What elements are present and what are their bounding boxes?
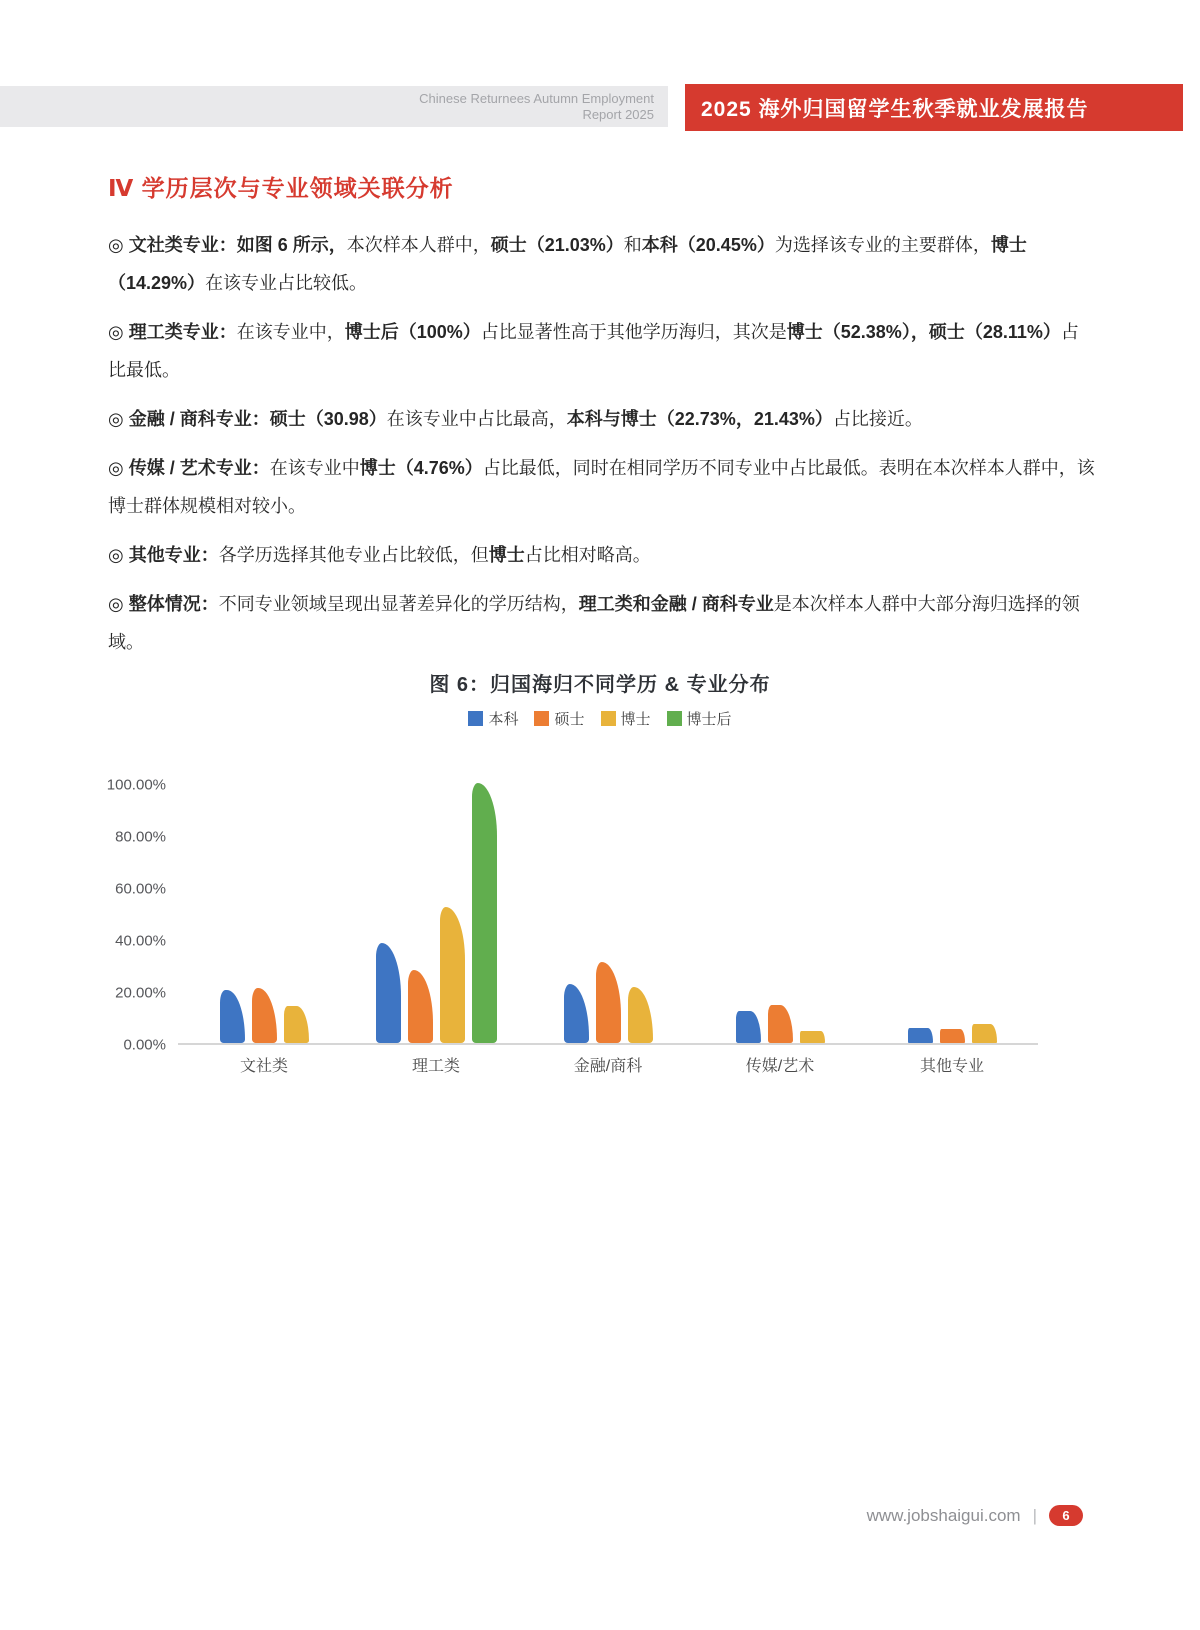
footer	[867, 1505, 1083, 1526]
bullet-text: 本次样本人群中，	[346, 235, 491, 255]
legend-label: 硕士	[554, 711, 585, 728]
x-axis-label: 金融/商科	[573, 1058, 643, 1075]
bullet-text: 占比最低，同时在相同学历不同专业中占比最低。表明在本次样本人群中，该博士群体规模相对较小。	[108, 458, 1095, 516]
bar-group	[178, 785, 350, 1043]
legend-label: 本科	[488, 711, 519, 728]
bar-本科	[376, 943, 401, 1043]
legend-swatch	[601, 711, 616, 726]
x-axis-label: 传媒/艺术	[745, 1058, 815, 1075]
banner-title: 2025 海外归国留学生秋季就业发展报告	[701, 97, 1089, 121]
legend-item	[601, 708, 651, 729]
bullet-text-bold: 本科（20.45%）	[641, 235, 775, 255]
x-axis-label: 文社类	[239, 1058, 288, 1075]
chart-title: 图 6：归国海归不同学历 & 专业分布	[429, 674, 771, 696]
bar-硕士	[252, 988, 277, 1043]
bullet-text: 为选择该专业的主要群体，	[774, 235, 991, 255]
legend-item	[534, 708, 584, 729]
bullet-text-bold: ◎ 金融 / 商科专业：硕士（30.98）	[108, 409, 387, 429]
legend-swatch	[534, 711, 549, 726]
y-tick-label: 80.00%	[115, 828, 166, 846]
bullet-text-bold: 博士（14.29%）	[108, 235, 1027, 293]
footer-separator: |	[1032, 1505, 1037, 1525]
bullet-paragraph	[108, 313, 1095, 389]
bar-博士	[440, 907, 465, 1043]
y-tick-label: 20.00%	[115, 984, 166, 1002]
bar-硕士	[940, 1029, 965, 1043]
bullet-paragraph	[108, 449, 1095, 525]
bullet-paragraph	[108, 585, 1095, 661]
bar-博士	[972, 1024, 997, 1043]
legend-item	[468, 708, 518, 729]
bullet-text-bold: ◎ 整体情况：	[108, 594, 219, 614]
header-doc-title-line2: Report 2025	[582, 106, 654, 122]
bullet-text-bold: 博士（4.76%）	[359, 458, 483, 478]
bar-group	[350, 785, 522, 1043]
bullet-text: 占比最低。	[108, 322, 1079, 380]
bullet-text: 占比接近。	[832, 409, 923, 429]
plot-area	[178, 785, 1038, 1045]
figure-6-chart	[0, 668, 1200, 1076]
bullet-text-bold: ◎ 理工类专业：	[108, 322, 237, 342]
y-tick-label: 40.00%	[115, 932, 166, 950]
bar-硕士	[768, 1005, 793, 1043]
bar-本科	[908, 1028, 933, 1043]
bullet-text-bold: ◎ 其他专业：	[108, 545, 219, 565]
bar-硕士	[408, 970, 433, 1043]
y-tick-label: 0.00%	[123, 1036, 166, 1054]
bullet-text-bold: 本科与博士（22.73%，21.43%）	[566, 409, 833, 429]
bullet-text: 是本次样本人群中大部分海归选择的领域。	[108, 594, 1080, 652]
bullet-text: 和	[623, 235, 642, 255]
legend-item	[667, 708, 732, 729]
bar-本科	[564, 984, 589, 1043]
bar-本科	[220, 990, 245, 1043]
bar-group	[866, 785, 1038, 1043]
legend-swatch	[468, 711, 483, 726]
bullet-text: 占比相对略高。	[524, 545, 651, 565]
bullet-text-bold: 博士（52.38%），硕士（28.11%）	[786, 322, 1061, 342]
bullet-text: 占比显著性高于其他学历海归，其次是	[480, 322, 787, 342]
header-doc-title-line1: Chinese Returnees Autumn Employment	[419, 90, 654, 106]
bullet-text-bold: 硕士（21.03%）	[490, 235, 624, 255]
bar-group	[694, 785, 866, 1043]
bullet-text: 在该专业占比较低。	[205, 273, 368, 293]
page-number-badge: 6	[1049, 1505, 1083, 1526]
bullet-text: 各学历选择其他专业占比较低，但	[218, 545, 489, 565]
bullet-text: 在该专业中	[269, 458, 360, 478]
footer-website-link[interactable]: www.jobshaigui.com	[866, 1505, 1021, 1525]
bullet-list	[108, 226, 1095, 672]
header-red-banner	[685, 84, 1183, 131]
y-tick-label: 100.00%	[106, 776, 166, 794]
bar-博士	[284, 1006, 309, 1043]
bullet-text-bold: 理工类和金融 / 商科专业	[578, 594, 774, 614]
bullet-paragraph	[108, 400, 1095, 438]
legend-swatch	[667, 711, 682, 726]
bar-group	[522, 785, 694, 1043]
legend-label: 博士	[620, 711, 651, 728]
chart-plot	[0, 776, 1200, 1054]
header-gray-bar	[0, 86, 668, 127]
bar-本科	[736, 1011, 761, 1044]
bar-博士	[628, 987, 653, 1043]
bullet-paragraph	[108, 536, 1095, 574]
chart-legend	[0, 708, 1200, 729]
legend-label: 博士后	[686, 711, 732, 728]
bullet-text-bold: ◎ 文社类专业：如图 6 所示，	[108, 235, 347, 255]
bullet-text-bold: 博士	[488, 545, 525, 565]
bullet-text-bold: ◎ 传媒 / 艺术专业：	[108, 458, 270, 478]
x-axis-labels	[178, 1053, 1038, 1076]
bullet-text: 在该专业中，	[236, 322, 345, 342]
header-doc-title-en	[419, 91, 654, 123]
bullet-paragraph	[108, 226, 1095, 302]
section-title: Ⅳ 学历层次与专业领域关联分析	[108, 175, 454, 201]
x-axis-label: 其他专业	[919, 1058, 984, 1075]
bullet-text: 在该专业中占比最高，	[386, 409, 567, 429]
bullet-text-bold: 博士后（100%）	[344, 322, 481, 342]
bar-博士后	[472, 783, 497, 1043]
bar-硕士	[596, 962, 621, 1043]
y-axis	[100, 776, 178, 1054]
bullet-text: 不同专业领域呈现出显著差异化的学历结构，	[218, 594, 579, 614]
y-tick-label: 60.00%	[115, 880, 166, 898]
x-axis-label: 理工类	[411, 1058, 460, 1075]
bar-博士	[800, 1031, 825, 1043]
